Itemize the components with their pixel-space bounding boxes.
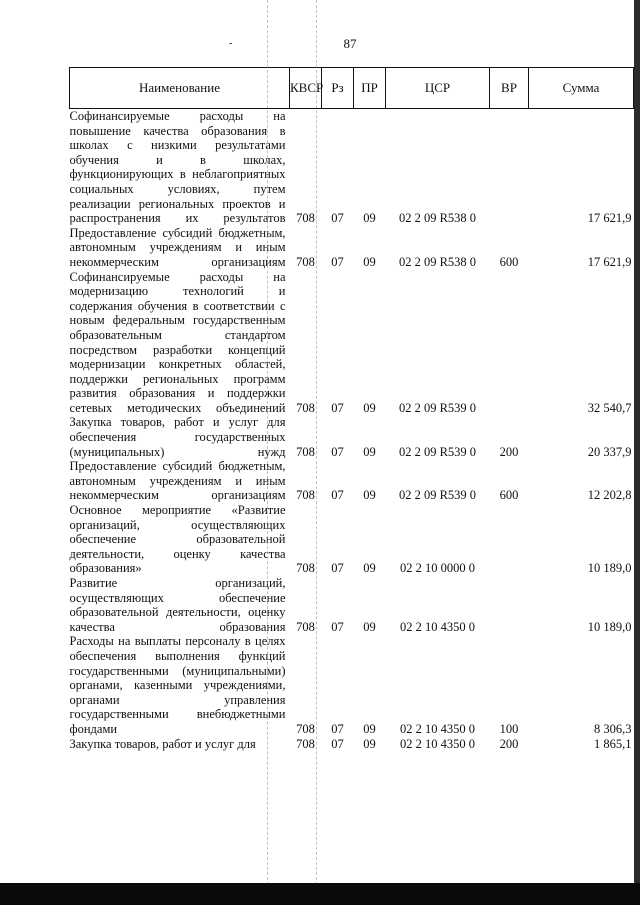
row-rz: 07 [331, 211, 344, 226]
row-name: Основное мероприятие «Развитие организаций, осуществляющих обеспечение образовательной деятельности, оценку качества образования» [69, 503, 286, 576]
row-rz: 07 [331, 444, 344, 459]
row-kvsr: 708 [296, 444, 315, 459]
row-name: Предоставление субсидий бюджетным, автономным учреждениям и иным некоммерческим организациям [69, 225, 286, 269]
row-kvsr: 708 [296, 488, 315, 503]
header-kvsr: КВСР [290, 68, 322, 109]
scan-fold-line [267, 0, 268, 905]
row-pr: 09 [363, 488, 376, 503]
budget-table [69, 67, 634, 751]
table-row [70, 737, 634, 752]
row-vr: 200 [499, 444, 519, 459]
row-sum: 32 540,7 [587, 400, 632, 415]
row-rz: 07 [331, 400, 344, 415]
row-csr: 02 2 10 4350 0 [400, 619, 475, 634]
row-csr: 02 2 10 4350 0 [400, 721, 475, 736]
row-kvsr: 708 [296, 254, 315, 269]
table-row [70, 415, 634, 459]
row-name: Софинансируемые расходы на модернизацию технологий и содержания обучения в соответствии с новым федеральным государственным образовательным стандартом посредством разработки концепций модернизации конкретных областей, поддержки региональных программ развития образования и поддержки сетевых методических объединений [69, 269, 286, 415]
row-pr: 09 [363, 211, 376, 226]
row-pr: 09 [363, 444, 376, 459]
header-csr: ЦСР [386, 68, 490, 109]
row-sum: 10 189,0 [587, 619, 632, 634]
row-sum: 20 337,9 [587, 444, 632, 459]
table-row [70, 109, 634, 226]
row-kvsr: 708 [296, 619, 315, 634]
header-vr: ВР [490, 68, 529, 109]
row-vr [490, 109, 529, 226]
row-csr: 02 2 09 R539 0 [398, 444, 477, 459]
row-vr [490, 576, 529, 634]
header-pr: ПР [354, 68, 386, 109]
row-rz: 07 [331, 488, 344, 503]
scan-mark: - [229, 38, 233, 49]
row-rz: 07 [331, 721, 344, 736]
table-row [70, 503, 634, 576]
row-name: Расходы на выплаты персоналу в целях обеспечения выполнения функций государственными (муниципальными) органами, казенными учреждениями, органами управления государственными внебюджетными фондами [69, 634, 286, 736]
row-pr: 09 [363, 561, 376, 576]
row-kvsr: 708 [296, 721, 315, 736]
row-pr: 09 [363, 254, 376, 269]
row-vr: 200 [499, 736, 519, 751]
row-csr: 02 2 10 4350 0 [400, 736, 475, 751]
row-sum: 17 621,9 [587, 211, 632, 226]
row-csr: 02 2 09 R539 0 [398, 488, 477, 503]
scan-edge-shadow [634, 0, 640, 883]
row-rz: 07 [331, 736, 344, 751]
table-row [70, 226, 634, 270]
row-kvsr: 708 [296, 736, 315, 751]
header-sum: Сумма [529, 68, 634, 109]
header-rz: Рз [322, 68, 354, 109]
row-kvsr: 708 [296, 400, 315, 415]
table-row [70, 459, 634, 503]
row-sum: 12 202,8 [587, 488, 632, 503]
row-csr: 02 2 10 0000 0 [400, 561, 475, 576]
page-number: 87 [343, 36, 357, 51]
scan-fold-line [316, 0, 317, 905]
scan-bottom-border [0, 883, 640, 905]
row-sum: 17 621,9 [587, 254, 632, 269]
row-rz: 07 [331, 254, 344, 269]
table-row [70, 576, 634, 634]
row-kvsr: 708 [296, 211, 315, 226]
table-row [70, 634, 634, 736]
header-name: Наименование [70, 68, 290, 109]
row-name: Предоставление субсидий бюджетным, автономным учреждениям и иным некоммерческим организациям [69, 459, 286, 503]
row-pr: 09 [363, 721, 376, 736]
row-sum: 10 189,0 [587, 561, 632, 576]
row-name: Закупка товаров, работ и услуг для обеспечения государственных (муниципальных) нужд [69, 415, 286, 459]
row-pr: 09 [363, 619, 376, 634]
row-vr: 100 [499, 721, 519, 736]
row-csr: 02 2 09 R538 0 [398, 211, 477, 226]
row-rz: 07 [331, 619, 344, 634]
row-vr: 600 [499, 254, 519, 269]
row-csr: 02 2 09 R539 0 [398, 400, 477, 415]
row-vr [490, 270, 529, 416]
row-vr [490, 503, 529, 576]
row-sum: 8 306,3 [594, 721, 632, 736]
row-pr: 09 [363, 400, 376, 415]
row-name: Развитие организаций, осуществляющих обеспечение образовательной деятельности, оценку качества образования [69, 576, 286, 634]
row-kvsr: 708 [296, 561, 315, 576]
row-name: Закупка товаров, работ и услуг для [69, 736, 256, 751]
table-row [70, 270, 634, 416]
row-rz: 07 [331, 561, 344, 576]
row-sum: 1 865,1 [594, 736, 632, 751]
row-pr: 09 [363, 736, 376, 751]
row-name: Софинансируемые расходы на повышение качества образования в школах с низкими результатами обучения и в школах, функционирующих в неблагоприятных социальных условиях, путем реализации региональных проектов и распространения их результатов [69, 109, 286, 226]
table-header-row [70, 68, 634, 109]
row-csr: 02 2 09 R538 0 [398, 254, 477, 269]
row-vr: 600 [499, 488, 519, 503]
